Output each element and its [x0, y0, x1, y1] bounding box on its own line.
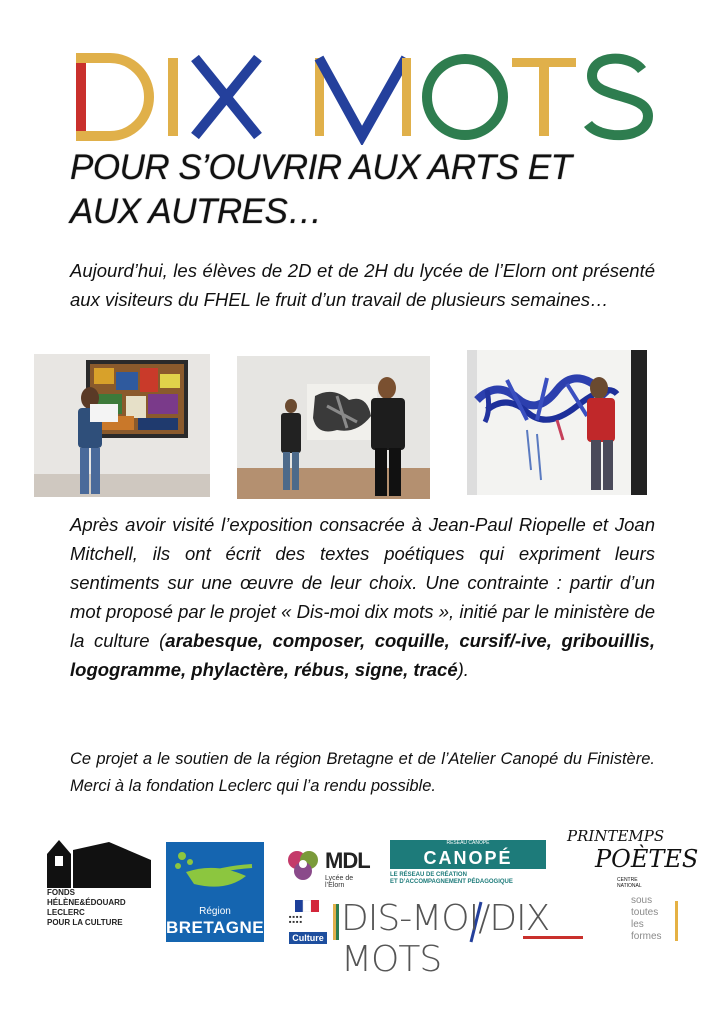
ministere-culture-logo: [289, 900, 327, 944]
mdl-logo: [285, 846, 370, 888]
sous-toutes-les-formes-logo: [631, 895, 679, 947]
region-name: BRETAGNE: [166, 918, 265, 937]
photo-student-colorful-painting: [34, 354, 210, 497]
les-word: les: [631, 919, 644, 930]
canope-tagline: [390, 872, 513, 886]
printemps-word: PRINTEMPS: [567, 827, 665, 845]
canope-top-band: RÉSEAU CANOPÉ: [390, 840, 546, 847]
sous-word: sous: [631, 895, 653, 906]
region-label: Région: [199, 906, 231, 917]
formes-word: formes: [631, 931, 662, 942]
mdl-subtitle: Lycée de l’Elorn: [325, 875, 354, 889]
poetes-word: POÈTES: [595, 845, 699, 873]
canope-name: CANOPÉ: [390, 847, 546, 869]
fonds-line-2: HÉLÈNE&ÉDOUARD LECLERC: [47, 898, 126, 917]
sous-toutes-les-formes-text: [631, 895, 662, 943]
toutes-word: toutes: [631, 907, 659, 918]
fonds-text: [47, 888, 155, 928]
body-text-before: Après avoir visité l’exposition consacrée à Jean-Paul Riopelle et Joan Mitchell, ils ont écrit des textes poétiques qui expriment leurs sentiments sur une œuvre de leur choix. Une contrainte : partir d’un mot proposé par le projet « Dis-moi dix mots », initié par le ministère de la culture (: [70, 514, 655, 651]
main-title-logo: [70, 40, 660, 145]
sous-bar-divider: [675, 901, 678, 941]
region-bretagne-logo: [166, 842, 264, 942]
fonds-leclerc-logo: [47, 836, 155, 936]
photo-students-gray-painting: [237, 356, 430, 499]
canope-tagline-2: ET D’ACCOMPAGNEMENT PÉDAGOGIQUE: [390, 879, 513, 885]
body-paragraph: [70, 510, 655, 684]
fonds-line-3: POUR LA CULTURE: [47, 918, 123, 927]
dis-moi-dix-mots-text: DIS-MOI/DIX MOTS: [341, 898, 550, 980]
support-paragraph: Ce projet a le soutien de la région Bretagne et de l’Atelier Canopé du Finistère. Merci à la fondation Leclerc qui l’a rendu possible.: [70, 750, 655, 795]
canope-tagline-1: LE RÉSEAU DE CRÉATION: [390, 872, 467, 878]
page-subtitle: [70, 146, 690, 234]
body-words-list: arabesque, composer, coquille, cursif/-ive, gribouillis, logogramme, phylactère, rébus, signe, tracé: [70, 630, 655, 680]
culture-label: Culture: [289, 932, 327, 944]
fonds-line-1: FONDS: [47, 888, 75, 897]
mdl-name: MDL: [325, 848, 370, 873]
photo-student-blue-painting: [467, 350, 647, 495]
printemps-des-poetes-logo: [565, 825, 699, 890]
subtitle-line-2: AUX AUTRES…: [70, 192, 322, 231]
printemps-centre: CENTRE NATIONAL: [617, 877, 642, 889]
body-text-after: ).: [457, 659, 469, 680]
intro-paragraph: Aujourd’hui, les élèves de 2D et de 2H du lycée de l’Elorn ont présenté aux visiteurs du FHEL le fruit d’un travail de plusieurs semaines…: [70, 260, 655, 310]
republique-francaise-text: ■ ■ ■ ■ ■ ■ ■ ■: [289, 914, 302, 924]
canope-logo: [390, 840, 546, 890]
subtitle-line-1: POUR S’OUVRIR AUX ARTS ET: [70, 148, 572, 187]
dis-moi-dix-mots-logo: [333, 896, 628, 980]
